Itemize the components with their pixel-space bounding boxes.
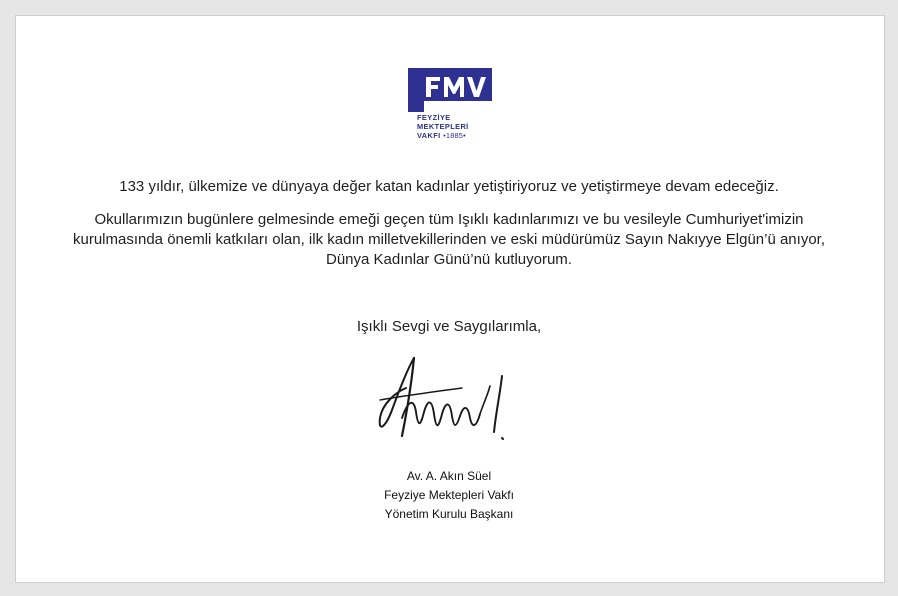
fmv-logo-mark [408, 68, 492, 112]
message-line-1: 133 yıldır, ülkemize ve dünyaya değer katan kadınlar yetiştiriyoruz ve yetiştirmeye devam edeceğiz. [119, 178, 779, 195]
signature-drawing [362, 348, 532, 460]
logo-line-mektepleri: MEKTEPLERİ [417, 122, 469, 131]
message-para2-line2: kurulmasında önemli katkıları olan, ilk kadın milletvekillerinden ve eski müdürümüz Sayın Nakıyye Elgün’ü anıyor, [72, 231, 825, 248]
signer-name: Av. A. Akın Süel [406, 469, 492, 483]
signer-organization: Feyziye Mektepleri Vakfı [384, 488, 514, 502]
handwritten-signature [362, 348, 532, 460]
message-para2-line1: Okullarımızın bugünlere gelmesinde emeği geçen tüm Işıklı kadınlarımızı ve bu vesileyle Cumhuriyet'imizin [94, 211, 804, 228]
logo-year-text: •1885• [443, 131, 466, 140]
message-paragraph-2 [0, 210, 898, 270]
closing-greeting: Işıklı Sevgi ve Saygılarımla, [356, 318, 542, 335]
logo-line-feyziye: FEYZİYE [417, 113, 451, 122]
signer-title: Yönetim Kurulu Başkanı [384, 507, 514, 521]
logo-vakfi-text: VAKFI [417, 131, 441, 140]
message-para2-line3: Dünya Kadınlar Günü’nü kutluyorum. [326, 251, 572, 268]
logo-line-vakfi [417, 131, 466, 140]
fmv-logo [408, 68, 492, 152]
